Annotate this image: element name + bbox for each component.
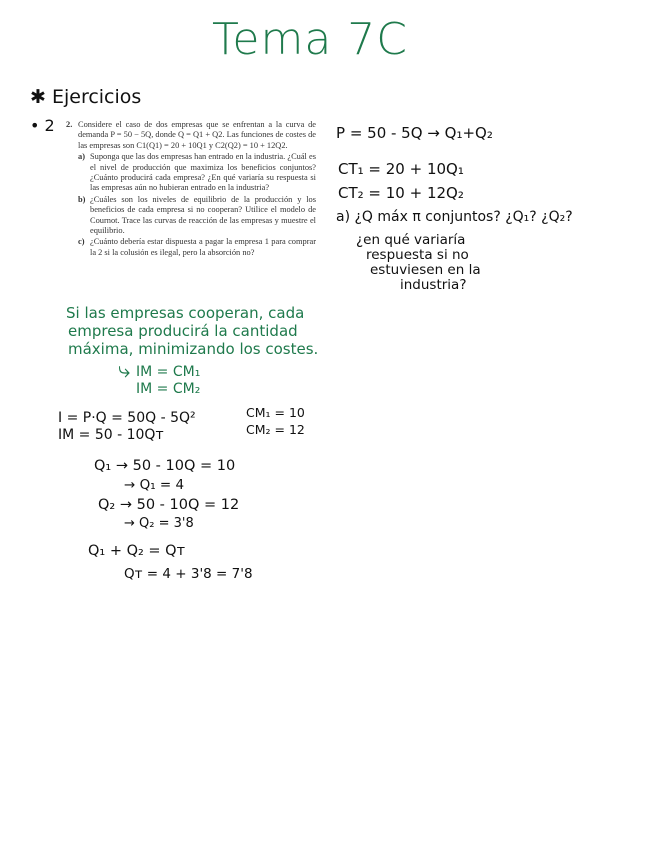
demand-note: P = 50 - 5Q → Q₁+Q₂ — [336, 124, 493, 142]
branch-arrow-icon: ⤷ — [118, 358, 131, 383]
im-cm1-note: IM = CM₁ — [136, 364, 201, 380]
exercise-bullet — [30, 116, 55, 135]
question-a-line2: ¿en qué variaría — [356, 232, 466, 248]
part-text: ¿Cuánto debería estar dispuesta a pagar la empresa 1 para comprar la 2 si la colusión es ilegal, pero la absorción no? — [90, 237, 316, 257]
exercise-number: 2 — [44, 116, 55, 135]
asterisk-icon: ✱ — [30, 86, 52, 108]
problem-part-b — [78, 195, 316, 237]
page-title: Tema 7C — [212, 14, 408, 65]
problem-text: Considere el caso de dos empresas que se enfrentan a la curva de demanda P = 50 − 5Q, donde Q = Q1 + Q2. Las funciones de costes de las empresas son C1(Q1) = 20 + 10Q1 y C2(Q2) = 10 + 12Q2. — [78, 120, 316, 150]
im-cm2-note: IM = CM₂ — [136, 381, 201, 397]
q2-equation: Q₂ → 50 - 10Q = 12 — [98, 497, 240, 513]
part-letter: a) — [78, 152, 85, 162]
green-note-line3: máxima, minimizando los costes. — [68, 340, 319, 358]
cm2-value: CM₂ = 12 — [246, 422, 305, 437]
bullet-dot-icon: • — [30, 116, 45, 135]
question-a-note: a) ¿Q máx π conjuntos? ¿Q₁? ¿Q₂? — [336, 209, 573, 225]
question-a-line4: estuviesen en la — [370, 262, 481, 278]
section-heading — [30, 86, 141, 108]
q1-result: → Q₁ = 4 — [124, 477, 185, 493]
q2-result: → Q₂ = 3'8 — [124, 516, 194, 531]
problem-part-c — [78, 237, 316, 258]
problem-part-a — [78, 152, 316, 194]
question-a-line5: industria? — [400, 277, 467, 293]
marginal-income-equation: IM = 50 - 10Qᴛ — [58, 427, 164, 443]
problem-statement — [66, 120, 316, 258]
part-letter: b) — [78, 194, 86, 204]
part-text: ¿Cuáles son los niveles de equilibrio de la producción y los beneficios de cada empresa si no cooperan? Utilice el modelo de Cournot. Trace las curvas de reacción de las empresas y muestre el equilibrio. — [90, 194, 316, 236]
green-note-line2: empresa producirá la cantidad — [68, 322, 298, 340]
problem-number: 2. — [66, 120, 73, 129]
cm1-value: CM₁ = 10 — [246, 405, 305, 420]
question-a-line3: respuesta si no — [366, 247, 469, 263]
total-quantity: Qᴛ = 4 + 3'8 = 7'8 — [124, 566, 253, 582]
quantity-sum: Q₁ + Q₂ = Qᴛ — [88, 543, 186, 559]
q1-equation: Q₁ → 50 - 10Q = 10 — [94, 458, 236, 474]
cost2-note: CT₂ = 10 + 12Q₂ — [338, 184, 464, 202]
section-label: Ejercicios — [51, 86, 142, 108]
part-letter: c) — [78, 237, 85, 247]
green-note-line1: Si las empresas cooperan, cada — [66, 304, 305, 322]
part-text: Suponga que las dos empresas han entrado en la industria. ¿Cuál es el nivel de producción que maximiza los beneficios conjuntos? ¿Cuánto producirá cada empresa? ¿En qué variaría su respuesta si las empresas aún no hubieran entrado en la industria? — [90, 152, 316, 193]
income-equation: I = P·Q = 50Q - 5Q² — [58, 410, 196, 426]
cost1-note: CT₁ = 20 + 10Q₁ — [338, 160, 464, 178]
